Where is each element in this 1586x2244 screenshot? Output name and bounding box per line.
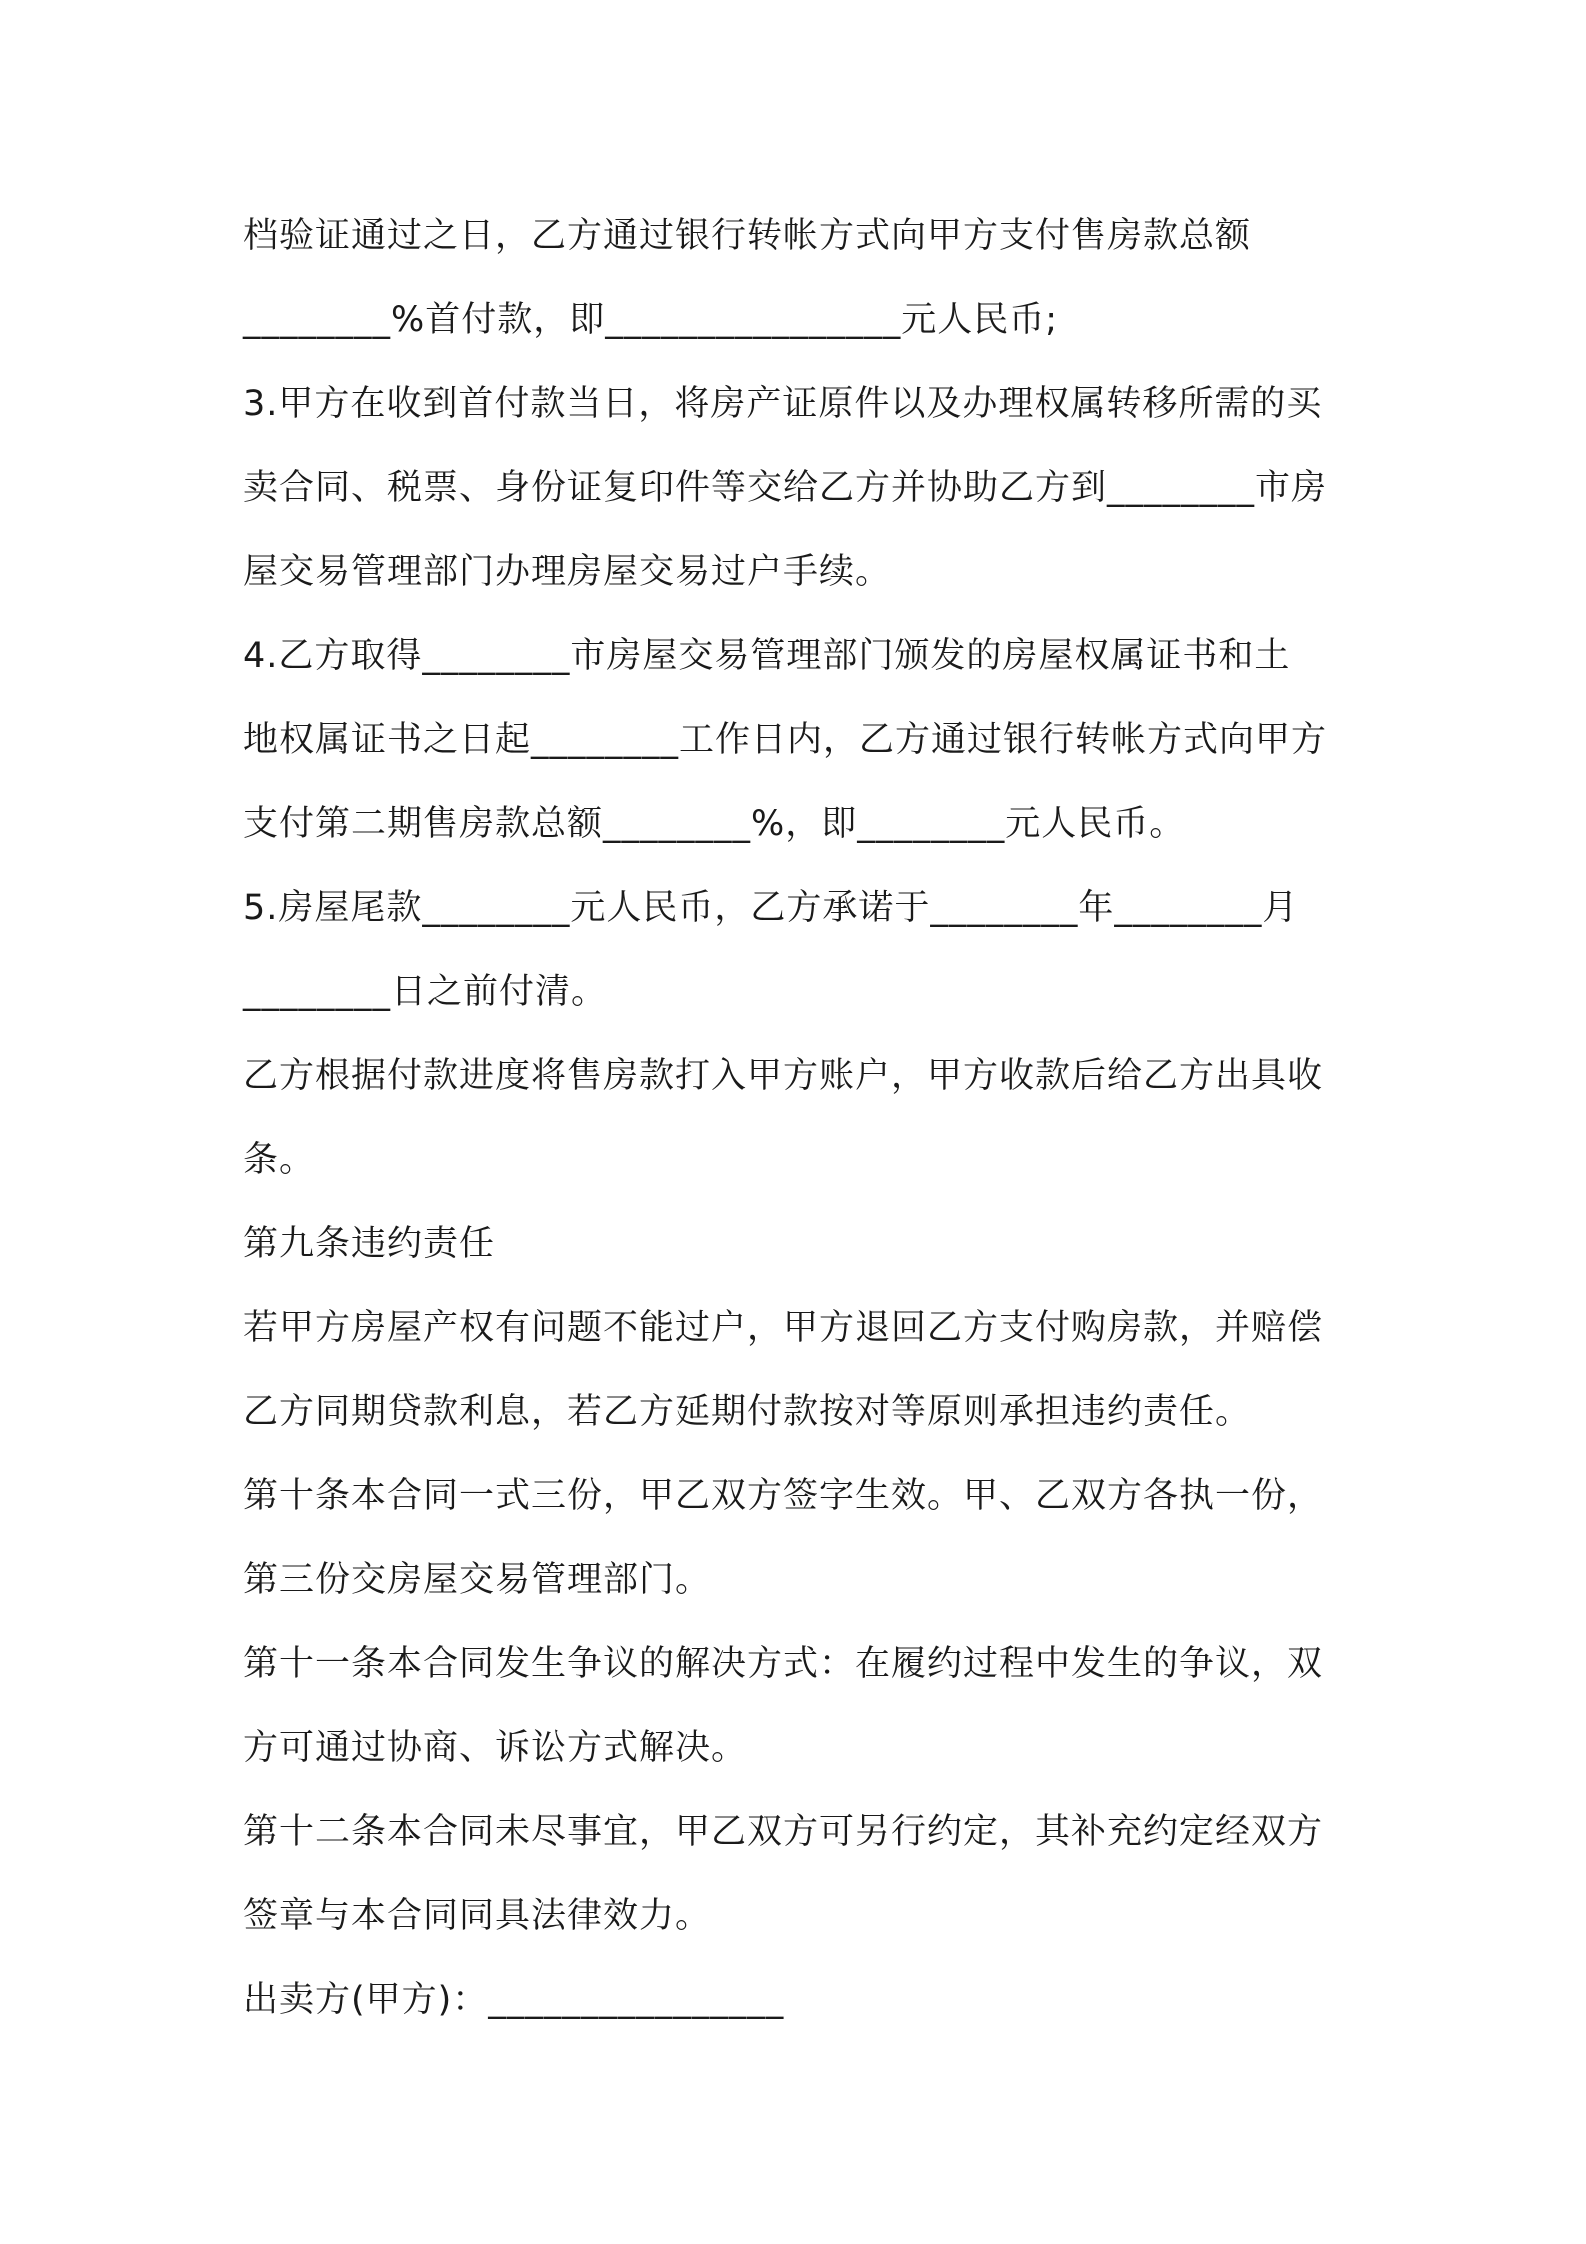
text-line-20: 第十二条本合同未尽事宜，甲乙双方可另行约定，其补充约定经双方 bbox=[243, 1812, 1324, 1852]
text-line-18: 第十一条本合同发生争议的解决方式：在履约过程中发生的争议，双 bbox=[243, 1644, 1324, 1684]
text-line-4: 卖合同、税票、身份证复印件等交给乙方并协助乙方到________市房 bbox=[243, 468, 1328, 508]
text-line-11: 乙方根据付款进度将售房款打入甲方账户，甲方收款后给乙方出具收 bbox=[243, 1056, 1324, 1096]
text-line-14: 若甲方房屋产权有问题不能过户，甲方退回乙方支付购房款，并赔偿 bbox=[243, 1308, 1324, 1348]
text-line-2: ________%首付款，即________________元人民币; bbox=[243, 300, 1059, 340]
text-line-9: 5.房屋尾款________元人民币，乙方承诺于________年________月 bbox=[243, 888, 1299, 928]
seller-signature-line: 出卖方(甲方)：________________ bbox=[243, 1980, 785, 2020]
text-line-12: 条。 bbox=[243, 1140, 316, 1180]
section-heading-article-9: 第九条违约责任 bbox=[243, 1224, 496, 1264]
text-line-10: ________日之前付清。 bbox=[243, 972, 608, 1012]
text-line-5: 屋交易管理部门办理房屋交易过户手续。 bbox=[243, 552, 892, 592]
text-line-21: 签章与本合同同具法律效力。 bbox=[243, 1896, 712, 1936]
text-line-1: 档验证通过之日，乙方通过银行转帐方式向甲方支付售房款总额 bbox=[243, 216, 1252, 256]
text-line-8: 支付第二期售房款总额________%，即________元人民币。 bbox=[243, 804, 1186, 844]
contract-body bbox=[243, 194, 1363, 2042]
text-line-19: 方可通过协商、诉讼方式解决。 bbox=[243, 1728, 748, 1768]
text-line-3: 3.甲方在收到首付款当日，将房产证原件以及办理权属转移所需的买 bbox=[243, 384, 1323, 424]
text-line-7: 地权属证书之日起________工作日内，乙方通过银行转帐方式向甲方 bbox=[243, 720, 1328, 760]
text-line-6: 4.乙方取得________市房屋交易管理部门颁发的房屋权属证书和土 bbox=[243, 636, 1291, 676]
text-line-16: 第十条本合同一式三份，甲乙双方签字生效。甲、乙双方各执一份， bbox=[243, 1476, 1324, 1516]
text-line-17: 第三份交房屋交易管理部门。 bbox=[243, 1560, 712, 1600]
text-line-15: 乙方同期贷款利息，若乙方延期付款按对等原则承担违约责任。 bbox=[243, 1392, 1252, 1432]
